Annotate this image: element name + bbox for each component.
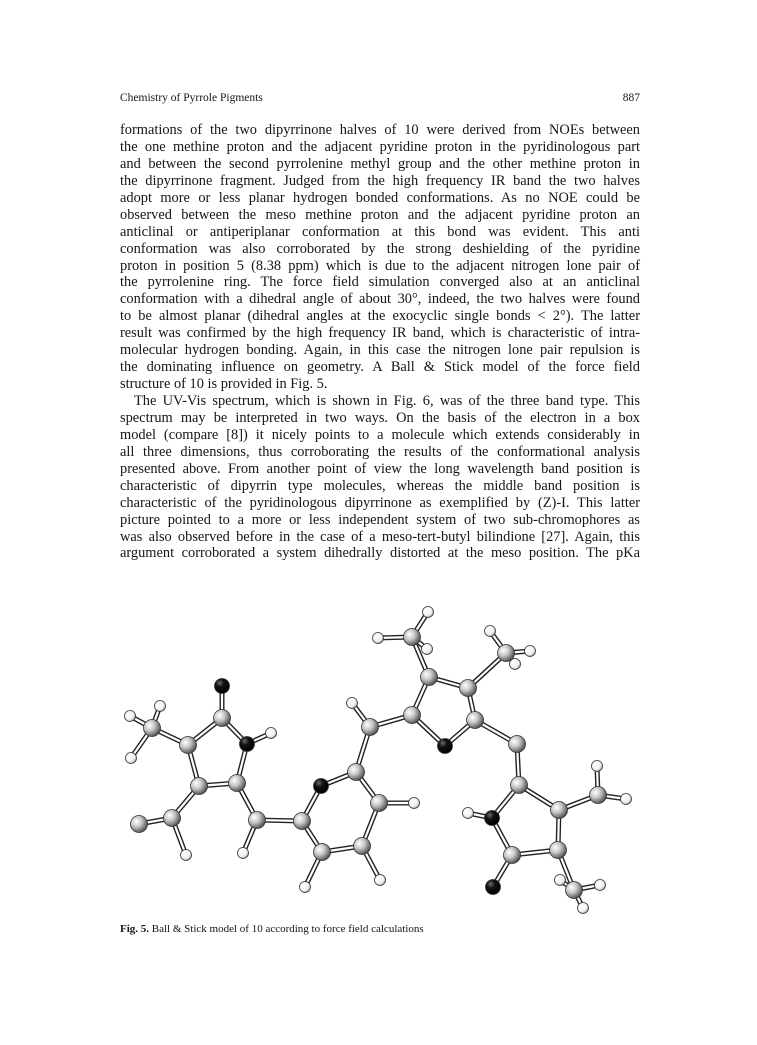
text-line: spectrum may be interpreted in two ways. On the basis of the electron in a box bbox=[120, 409, 640, 426]
carbon-atom bbox=[229, 775, 246, 792]
carbon-atom bbox=[180, 737, 197, 754]
figure-ball-and-stick-model bbox=[100, 600, 660, 920]
hydrogen-atom bbox=[485, 626, 496, 637]
heteroatom bbox=[438, 739, 453, 754]
carbon-atom bbox=[362, 719, 379, 736]
text-line: characteristic of the pyridinologous dipyrrinone as exemplified by (Z)-I. This latter bbox=[120, 494, 640, 511]
hydrogen-atom bbox=[409, 798, 420, 809]
hydrogen-atom bbox=[555, 875, 566, 886]
carbon-atom bbox=[214, 710, 231, 727]
text-line: conformation was also corroborated by the strong deshielding of the pyridine bbox=[120, 240, 640, 257]
text-line: the dominating influence on geometry. A Ball & Stick model of the force field bbox=[120, 359, 640, 376]
carbon-atom bbox=[314, 844, 331, 861]
hydrogen-atom bbox=[422, 644, 433, 655]
hydrogen-atom bbox=[155, 701, 166, 712]
hydrogen-atom bbox=[510, 659, 521, 670]
carbon-atom bbox=[551, 802, 568, 819]
caption-text: Ball & Stick model of 10 according to force field calculations bbox=[151, 923, 424, 935]
carbon-atom bbox=[131, 816, 148, 833]
text-line: and between the second pyrrolenine methyl group and the other methine proton in bbox=[120, 155, 640, 172]
carbon-atom bbox=[164, 810, 181, 827]
text-line: proton in position 5 (8.38 ppm) which is due to the adjacent nitrogen lone pair of bbox=[120, 257, 640, 274]
carbon-atom bbox=[509, 736, 526, 753]
hydrogen-atom bbox=[266, 728, 277, 739]
hydrogen-atom bbox=[525, 646, 536, 657]
text-line: was also observed before in the case of a meso-tert-butyl bilindione [27]. Again, this bbox=[120, 528, 640, 545]
carbon-atom bbox=[371, 795, 388, 812]
carbon-atom bbox=[348, 764, 365, 781]
hydrogen-atom bbox=[126, 753, 137, 764]
text-line: anticlinal or antiperiplanar conformation at this bond was evident. This anti bbox=[120, 223, 640, 240]
page-number: 887 bbox=[622, 92, 640, 104]
text-line: conformation with a dihedral angle of about 30°, indeed, the two halves were found bbox=[120, 291, 640, 308]
heteroatom bbox=[314, 779, 329, 794]
text-line: characteristic of dipyrrin type molecules, whereas the middle band position is bbox=[120, 477, 640, 494]
text-line: picture pointed to a more or less independent system of two sub-chromophores as bbox=[120, 511, 640, 528]
hydrogen-atom bbox=[423, 607, 434, 618]
text-line: observed between the meso methine proton and the adjacent pyridine proton an bbox=[120, 206, 640, 223]
carbon-atom bbox=[566, 882, 583, 899]
molecule-model-illustration bbox=[100, 600, 660, 920]
carbon-atom bbox=[421, 669, 438, 686]
text-line: argument corroborated a system dihedrally distorted at the meso position. The pKa bbox=[120, 545, 640, 562]
running-head bbox=[120, 92, 640, 108]
heteroatom bbox=[240, 737, 255, 752]
text-line: the pyrrolenine ring. The force field simulation converged also at an anticlinal bbox=[120, 274, 640, 291]
carbon-atom bbox=[404, 629, 421, 646]
heteroatom bbox=[215, 679, 230, 694]
carbon-atom bbox=[144, 720, 161, 737]
text-line: adopt more or less planar hydrogen bonded conformations. As no NOE could be bbox=[120, 189, 640, 206]
running-title: Chemistry of Pyrrole Pigments bbox=[120, 92, 263, 104]
heteroatom bbox=[486, 880, 501, 895]
text-line: result was confirmed by the high frequency IR band, which is characteristic of intra- bbox=[120, 325, 640, 342]
carbon-atom bbox=[354, 838, 371, 855]
text-line: model (compare [8]) it nicely points to a molecule which extends considerably in bbox=[120, 426, 640, 443]
text-line: to be almost planar (dihedral angles at the exocyclic single bonds < 2°). The latter bbox=[120, 308, 640, 325]
body-text bbox=[120, 122, 640, 562]
text-line: the one methine proton and the adjacent pyridine proton in the pyridinologous part bbox=[120, 138, 640, 155]
carbon-atom bbox=[249, 812, 266, 829]
figure-caption bbox=[120, 923, 640, 935]
text-line: formations of the two dipyrrinone halves of 10 were derived from NOEs between bbox=[120, 122, 640, 138]
hydrogen-atom bbox=[375, 875, 386, 886]
heteroatom bbox=[485, 811, 500, 826]
text-line: The UV-Vis spectrum, which is shown in Fig. 6, was of the three band type. This bbox=[134, 393, 640, 409]
hydrogen-atom bbox=[463, 808, 474, 819]
carbon-atom bbox=[550, 842, 567, 859]
hydrogen-atom bbox=[238, 848, 249, 859]
hydrogen-atom bbox=[125, 711, 136, 722]
carbon-atom bbox=[511, 777, 528, 794]
hydrogen-atom bbox=[300, 882, 311, 893]
carbon-atom bbox=[467, 712, 484, 729]
text-line: molecular hydrogen bonding. Again, in this case the nitrogen lone pair repulsion is bbox=[120, 342, 640, 359]
carbon-atom bbox=[460, 680, 477, 697]
hydrogen-atom bbox=[373, 633, 384, 644]
hydrogen-atom bbox=[592, 761, 603, 772]
text-line: the dipyrrinone fragment. Judged from the high frequency IR band the two halves bbox=[120, 172, 640, 189]
text-line: structure of 10 is provided in Fig. 5. bbox=[120, 376, 328, 393]
carbon-atom bbox=[191, 778, 208, 795]
carbon-atom bbox=[504, 847, 521, 864]
hydrogen-atom bbox=[347, 698, 358, 709]
text-line: presented above. From another point of view the long wavelength band position is bbox=[120, 460, 640, 477]
hydrogen-atom bbox=[621, 794, 632, 805]
carbon-atom bbox=[590, 787, 607, 804]
text-line: all three dimensions, thus corroborating the results of the conformational analysis bbox=[120, 443, 640, 460]
caption-label: Fig. 5. bbox=[120, 923, 150, 935]
hydrogen-atom bbox=[181, 850, 192, 861]
hydrogen-atom bbox=[578, 903, 589, 914]
hydrogen-atom bbox=[595, 880, 606, 891]
carbon-atom bbox=[294, 813, 311, 830]
carbon-atom bbox=[404, 707, 421, 724]
